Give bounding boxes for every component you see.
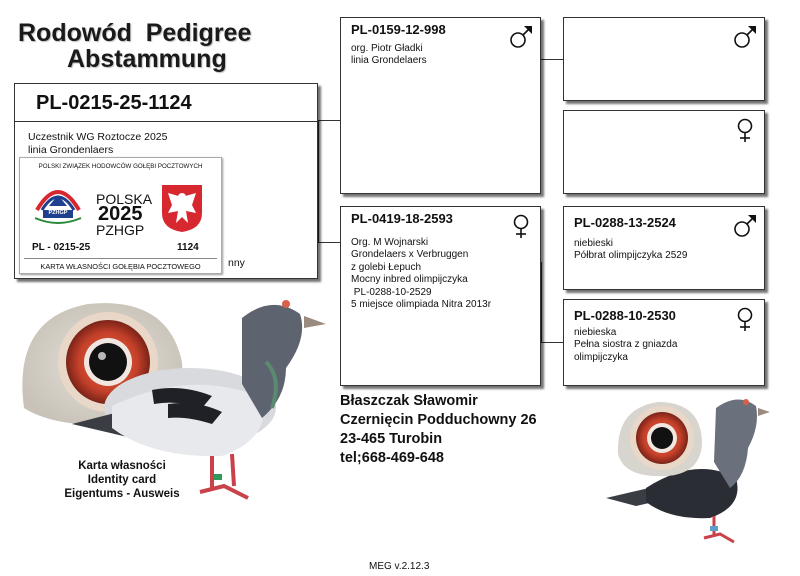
version-label: MEG v.2.12.3 (369, 561, 430, 572)
sire-info: org. Piotr Gładki linia Grondelaers (351, 43, 427, 67)
connector-subject-h (318, 120, 340, 121)
sire-ring: PL-0159-12-998 (351, 22, 446, 37)
card-org-name: POLSKI ZWIĄZEK HODOWCÓW GOŁĘBI POCZTOWYCH (38, 163, 203, 170)
title-line-2: Abstammung (67, 45, 227, 73)
dam-dam-box (563, 299, 765, 386)
dam-sire-info: niebieski Półbrat olimpijczyka 2529 (574, 238, 688, 262)
sire-dam-female-icon (732, 117, 758, 143)
card-year: 2025 (98, 203, 143, 225)
title-line-1: Rodowód Pedigree (18, 19, 252, 47)
card-logo-text: PZHGP (48, 210, 68, 216)
card-footer: KARTA WŁASNOŚCI GOŁĘBIA POCZTOWEGO (40, 262, 201, 271)
dam-dam-ring: PL-0288-10-2530 (574, 308, 676, 323)
card-union: PZHGP (96, 222, 145, 238)
dam-info: Org. M Wojnarski Grondelaers x Verbruggen z golebi Łepuch Mocny inbred olimpijczyka PL-0288-10-2529 5 miejsce olimpiada Nitra 2013r (351, 237, 492, 311)
connector-sire-h (541, 59, 563, 60)
dam-female-icon (508, 213, 534, 239)
connector-dam-h (541, 342, 563, 343)
connector-dam-v (541, 262, 542, 342)
pigeon-image-small (606, 392, 772, 544)
owner-phone: tel;668-469-648 (340, 450, 444, 466)
card-ring-left: PL - 0215-25 (32, 242, 91, 253)
dam-sire-ring: PL-0288-13-2524 (574, 215, 676, 230)
owner-address: Czernięcin Podduchowny 26 (340, 412, 537, 428)
subject-ring: PL-0215-25-1124 (36, 92, 192, 114)
owner-block (340, 392, 537, 468)
card-ring-right: 1124 (177, 242, 199, 253)
sire-sire-male-icon (732, 24, 758, 50)
sire-box (340, 17, 541, 194)
connector-subject-v (318, 120, 319, 242)
sire-sire-box (563, 17, 765, 101)
dam-ring: PL-0419-18-2593 (351, 211, 453, 226)
dam-sire-male-icon (732, 213, 758, 239)
subject-hidden-fragment: nny (228, 257, 245, 269)
dam-box (340, 206, 541, 386)
dam-dam-info: niebieska Pełna siostra z gniazda olimpijczyka (574, 327, 678, 363)
caption-line3: Eigentums - Ausweis (64, 488, 180, 500)
card-emblem (160, 183, 204, 233)
identity-card (19, 157, 222, 274)
card-footer-divider (24, 258, 217, 259)
sire-male-icon (508, 24, 534, 50)
dam-dam-female-icon (732, 306, 758, 332)
card-logo (33, 180, 83, 226)
sire-dam-box (563, 110, 765, 194)
connector-subject-h2 (318, 242, 340, 243)
subject-info-line1: Uczestnik WG Roztocze 2025 (28, 131, 168, 143)
owner-city: 23-465 Turobin (340, 431, 443, 447)
subject-info-line2: linia Grondenlaers (28, 144, 114, 156)
subject-divider (15, 121, 317, 122)
caption-line1: Karta własności (78, 460, 166, 472)
caption (52, 459, 192, 501)
card-country: POLSKA (96, 191, 153, 207)
owner-name: Błaszczak Sławomir (340, 393, 478, 409)
caption-line2: Identity card (87, 474, 157, 486)
dam-sire-box (563, 206, 765, 290)
